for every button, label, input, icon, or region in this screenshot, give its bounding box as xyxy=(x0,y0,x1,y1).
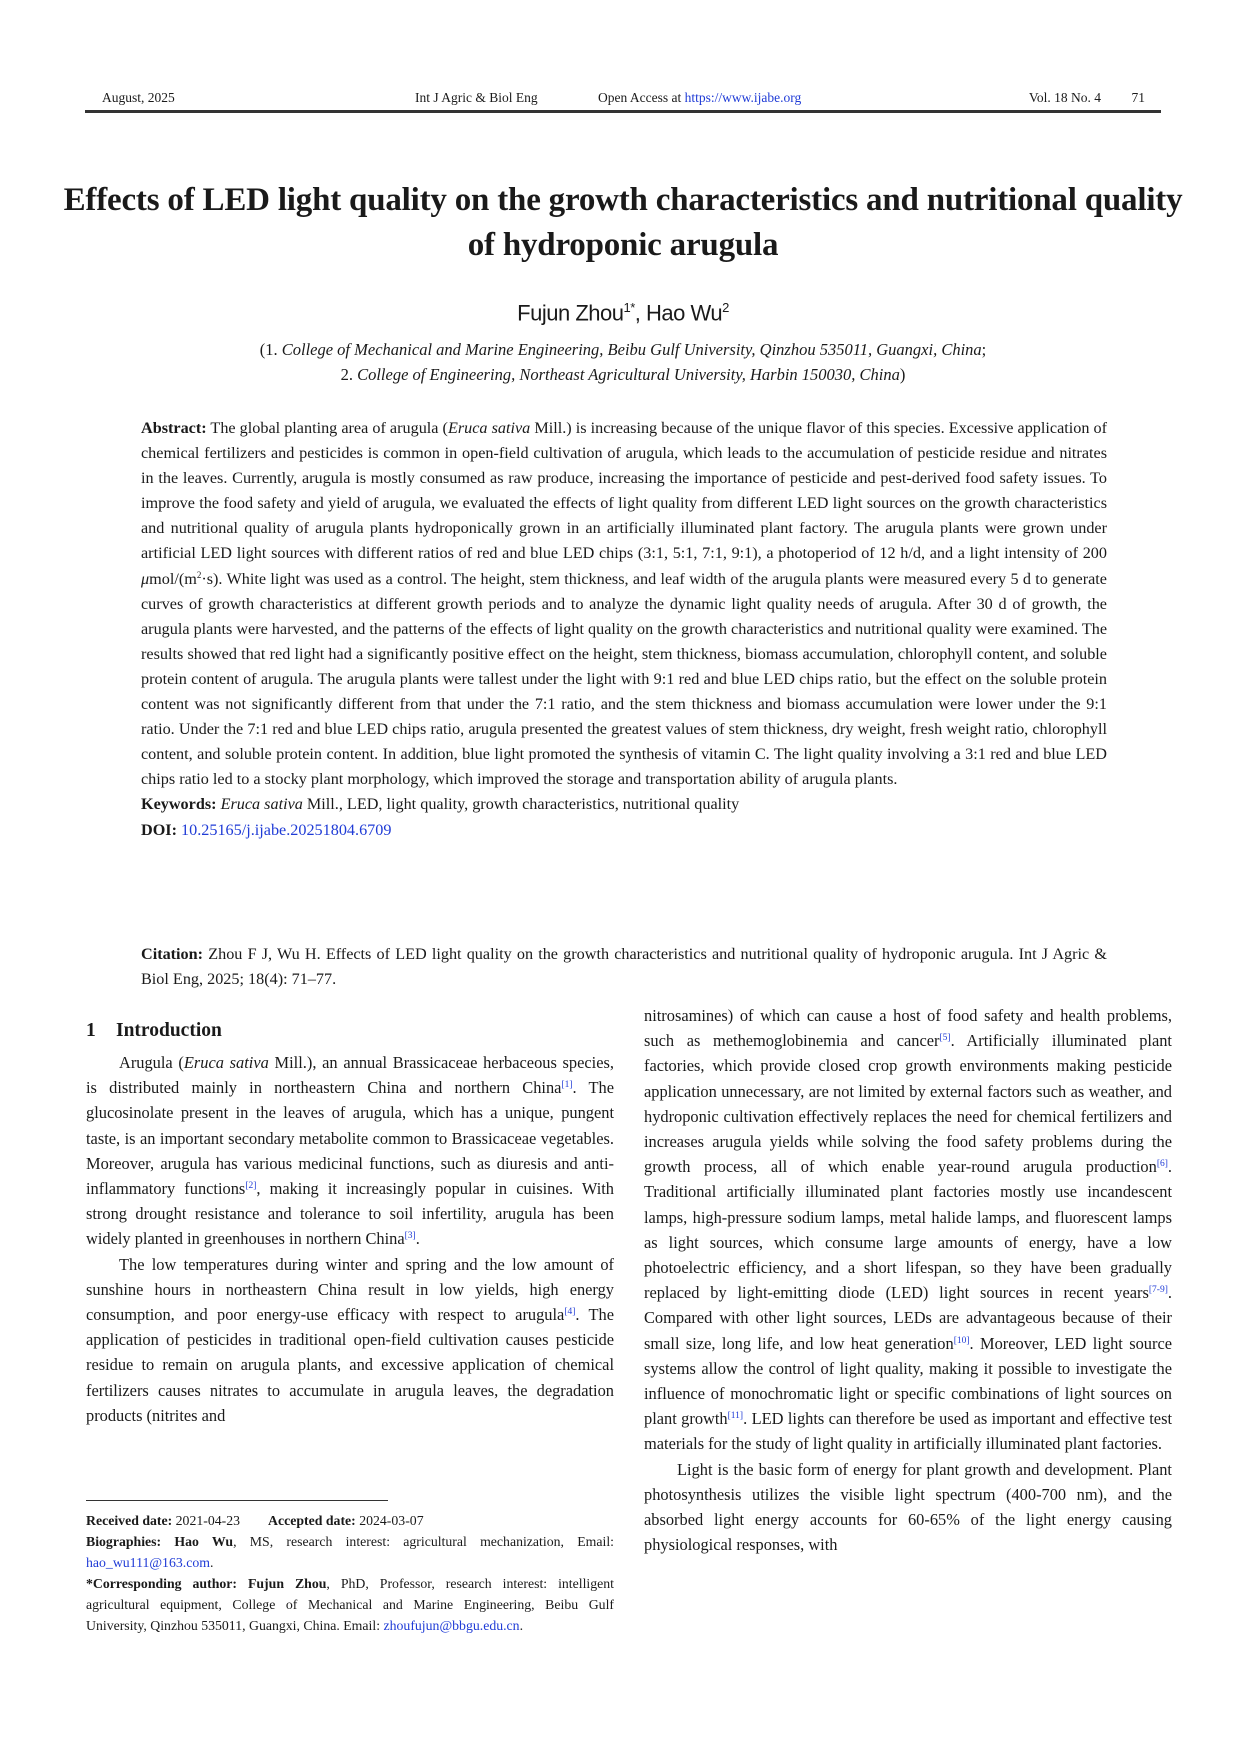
section-number: 1 xyxy=(86,1020,96,1041)
footnotes xyxy=(86,1510,614,1636)
doi-label: DOI: xyxy=(141,820,177,839)
unit-superscript: 2 xyxy=(196,569,202,580)
bio-email-link[interactable]: hao_wu111@163.com xyxy=(86,1555,210,1570)
dates xyxy=(86,1510,614,1531)
footnote-divider xyxy=(86,1500,388,1501)
biographies-label: Biographies: xyxy=(86,1534,162,1549)
corresponding-email-link[interactable]: zhoufujun@bbgu.edu.cn xyxy=(383,1618,520,1633)
author-name: Fujun Zhou xyxy=(517,300,624,326)
corresponding-label: *Corresponding author: xyxy=(86,1576,237,1591)
biographies xyxy=(86,1531,614,1573)
abstract-label: Abstract: xyxy=(141,419,207,437)
doi-link[interactable]: 10.25165/j.ijabe.20251804.6709 xyxy=(181,820,392,839)
species-name: Eruca sativa xyxy=(183,1053,269,1072)
text: . The glucosinolate present in the leaves of arugula, which has a unique, pungent taste, is an important secondary metabolite common to Brassicaceae vegetables. Moreover, arugula has various medicinal functions, such as diuresis and anti-inflammatory functions xyxy=(86,1078,614,1199)
volume-issue: Vol. 18 No. 4 xyxy=(1028,90,1101,105)
affiliation-2 xyxy=(0,362,1246,387)
reference-link[interactable]: [2] xyxy=(245,1181,257,1192)
affiliation-punct: ; xyxy=(981,340,987,359)
section-heading-introduction xyxy=(86,1016,614,1046)
text: The low temperatures during winter and spring and the low amount of sunshine hours in northeastern China result in low yields, high energy consumption, and poor energy-use efficacy with respect to arugula xyxy=(86,1254,614,1325)
text: Arugula ( xyxy=(119,1053,184,1072)
reference-link[interactable]: [6] xyxy=(1156,1159,1168,1170)
text: . LED lights can therefore be used as important and effective test materials for the study of light quality in artificially illuminated plant factories. xyxy=(644,1409,1173,1454)
text: . Compared with other light sources, LEDs are advantageous because of their small size, long life, and low heat generation xyxy=(644,1283,1172,1353)
affiliation-1 xyxy=(0,337,1246,362)
open-access-label: Open Access at xyxy=(598,90,685,105)
author-list xyxy=(0,300,1246,326)
species-name: Eruca sativa xyxy=(447,419,531,437)
author-affiliation-marker: 2 xyxy=(722,300,729,315)
column-left xyxy=(86,1016,614,1428)
citation-label: Citation: xyxy=(141,945,204,963)
affiliation-punct: ) xyxy=(899,365,906,384)
bio-text: , MS, research interest: agricultural mechanization, Email: xyxy=(233,1534,614,1549)
abstract xyxy=(141,416,1107,792)
reference-link[interactable]: [3] xyxy=(404,1231,416,1242)
abstract-text: Mill.) is increasing because of the unique flavor of this species. Excessive application of chemical fertilizers and pesticides is common in open-field cultivation of arugula, which leads to the accumulation of pesticide residue and nitrates in the leaves. Currently, arugula is mostly consumed as raw produce, increasing the importance of pesticide and pest-derived food safety issues. To improve the food safety and yield of arugula, we evaluated the effects of light quality from different LED light sources on the growth characteristics and nutritional quality of arugula plants hydroponically grown in an artificially illuminated plant factory. The arugula plants were grown under artificial LED light sources with different ratios of red and blue LED chips (3:1, 5:1, 7:1, 9:1), a photoperiod of 12 h/d, and a light intensity of 200 xyxy=(141,419,1107,563)
affiliation-number: (1. xyxy=(259,340,282,359)
abstract-block xyxy=(141,416,1107,843)
reference-link[interactable]: [11] xyxy=(727,1411,744,1422)
keywords xyxy=(141,792,1107,817)
accepted-label: Accepted date: xyxy=(268,1513,356,1528)
received-date: 2021-04-23 xyxy=(172,1513,241,1528)
unit-text: mol/(m xyxy=(149,569,197,588)
open-access-notice xyxy=(598,90,801,106)
paragraph xyxy=(86,1050,614,1252)
abstract-text: The global planting area of arugula ( xyxy=(206,419,448,437)
bio-author-name: Hao Wu xyxy=(161,1534,234,1549)
keywords-text: Mill., LED, light quality, growth characteristics, nutritional quality xyxy=(302,795,740,814)
text: Mill.), an annual Brassicaceae herbaceous species, is distributed mainly in northeastern China and northern China xyxy=(86,1053,614,1098)
text: . The application of pesticides in traditional open-field cultivation causes pesticide residue to remain on arugula plants, and excessive application of chemical fertilizers causes nitrates to accumulate in arugula leaves, the degradation products (nitrites and xyxy=(86,1305,614,1425)
author-name: Hao Wu xyxy=(646,300,723,326)
accepted-date: 2024-03-07 xyxy=(355,1513,424,1528)
text: . xyxy=(519,1618,524,1633)
text: , making it increasingly popular in cuisines. With strong drought resistance and tolerance to soil infertility, arugula has been widely planted in greenhouses in northern China xyxy=(86,1179,615,1249)
issue-date: August, 2025 xyxy=(102,90,175,105)
reference-link[interactable]: [4] xyxy=(564,1307,576,1318)
corresponding-author-name: Fujun Zhou xyxy=(237,1576,327,1591)
citation-text: Zhou F J, Wu H. Effects of LED light quality on the growth characteristics and nutritional quality of hydroponic arugula. Int J Agric & Biol Eng, 2025; 18(4): 71–77. xyxy=(141,945,1107,989)
text: . Traditional artificially illuminated plant factories mostly use incandescent lamps, high-pressure sodium lamps, metal halide lamps, and fluorescent lamps as light sources, which consume large amounts of energy, have a low photoelectric efficiency, and a short lifespan, so they have been gradually replaced by light-emitting diode (LED) light sources in recent years xyxy=(644,1157,1172,1303)
affiliation-text: College of Mechanical and Marine Engineering, Beibu Gulf University, Qinzhou 535011, Guangxi, China xyxy=(281,340,982,359)
citation xyxy=(141,942,1107,992)
paragraph: Light is the basic form of energy for plant growth and development. Plant photosynthesis utilizes the visible light spectrum (400-700 nm), and the absorbed light energy accounts for 60-65% of the light energy causing physiological responses, with xyxy=(644,1459,1172,1555)
keywords-label: Keywords: xyxy=(141,795,217,814)
author-separator: , xyxy=(634,300,646,326)
text: . xyxy=(415,1229,420,1249)
author-affiliation-marker: 1* xyxy=(623,300,635,315)
reference-link[interactable]: [5] xyxy=(939,1033,951,1044)
reference-link[interactable]: [10] xyxy=(953,1335,970,1346)
journal-name: Int J Agric & Biol Eng xyxy=(415,90,538,105)
doi xyxy=(141,818,1107,843)
received-label: Received date: xyxy=(86,1513,173,1528)
abstract-text: . White light was used as a control. The height, stem thickness, and leaf width of the arugula plants were measured every 5 d to generate curves of growth characteristics at different growth periods and to analyze the dynamic light quality needs of arugula. After 30 d of growth, the arugula plants were harvested, and the patterns of the effects of light quality on the growth characteristics and nutritional quality were examined. The results showed that red light had a significantly positive effect on the height, stem thickness, biomass accumulation, chlorophyll content, and soluble protein content of arugula. The arugula plants were tallest under the light with 9:1 red and blue LED chips ratio, but the effect on the soluble protein content was not significantly different from that under the 7:1 ratio, and the stem thickness and biomass accumulation were lower under the 9:1 ratio. Under the 7:1 red and blue LED chips ratio, arugula presented the greatest values of stem thickness, dry weight, fresh weight ratio, chlorophyll content, and soluble protein content. In addition, blue light promoted the synthesis of vitamin C. The light quality involving a 3:1 red and blue LED chips ratio led to a stocky plant morphology, which improved the storage and transportation ability of arugula plants. xyxy=(141,569,1107,789)
affiliations xyxy=(0,337,1246,387)
text: . Moreover, LED light source systems allow the control of light quality, making it possible to investigate the influence of monochromatic light or specific combinations of light sources on plant growth xyxy=(644,1333,1172,1429)
column-right xyxy=(644,1003,1172,1557)
paper-title: Effects of LED light quality on the growth characteristics and nutritional quality of hydroponic arugula xyxy=(63,182,1183,263)
text: . Artificially illuminated plant factories, which provide closed crop growth environments making pesticide application unnecessary, are not limited by external factors such as weather, and hydroponic cultivation effectively replaces the need for chemical fertilizers and increases arugula yields while solving the food safety problems during the growth process, all of which enable year-round arugula production xyxy=(644,1031,1172,1177)
journal-website-link[interactable]: https://www.ijabe.org xyxy=(684,90,802,105)
reference-link[interactable]: [1] xyxy=(561,1080,573,1091)
text: . xyxy=(209,1555,214,1570)
unit-text: ·s) xyxy=(201,569,219,588)
section-title: Introduction xyxy=(116,1020,222,1041)
paragraph xyxy=(644,1003,1172,1457)
unit-mu: μ xyxy=(141,569,150,588)
reference-link[interactable]: [7-9] xyxy=(1148,1285,1168,1296)
paragraph xyxy=(86,1252,614,1428)
affiliation-number: 2. xyxy=(340,365,358,384)
page-number: 71 xyxy=(1131,90,1145,105)
affiliation-text: College of Engineering, Northeast Agricultural University, Harbin 150030, China xyxy=(357,365,900,384)
species-name: Eruca sativa xyxy=(220,795,303,814)
corresponding-author xyxy=(86,1573,614,1636)
corresponding-text: , PhD, Professor, research interest: intelligent agricultural equipment, College of Mechanical and Marine Engineering, Beibu Gulf University, Qinzhou 535011, Guangxi, China. Email: xyxy=(86,1576,615,1633)
text: nitrosamines) of which can cause a host of food safety and health problems, such as methemoglobinemia and cancer xyxy=(644,1006,1172,1051)
running-header xyxy=(85,88,1161,113)
